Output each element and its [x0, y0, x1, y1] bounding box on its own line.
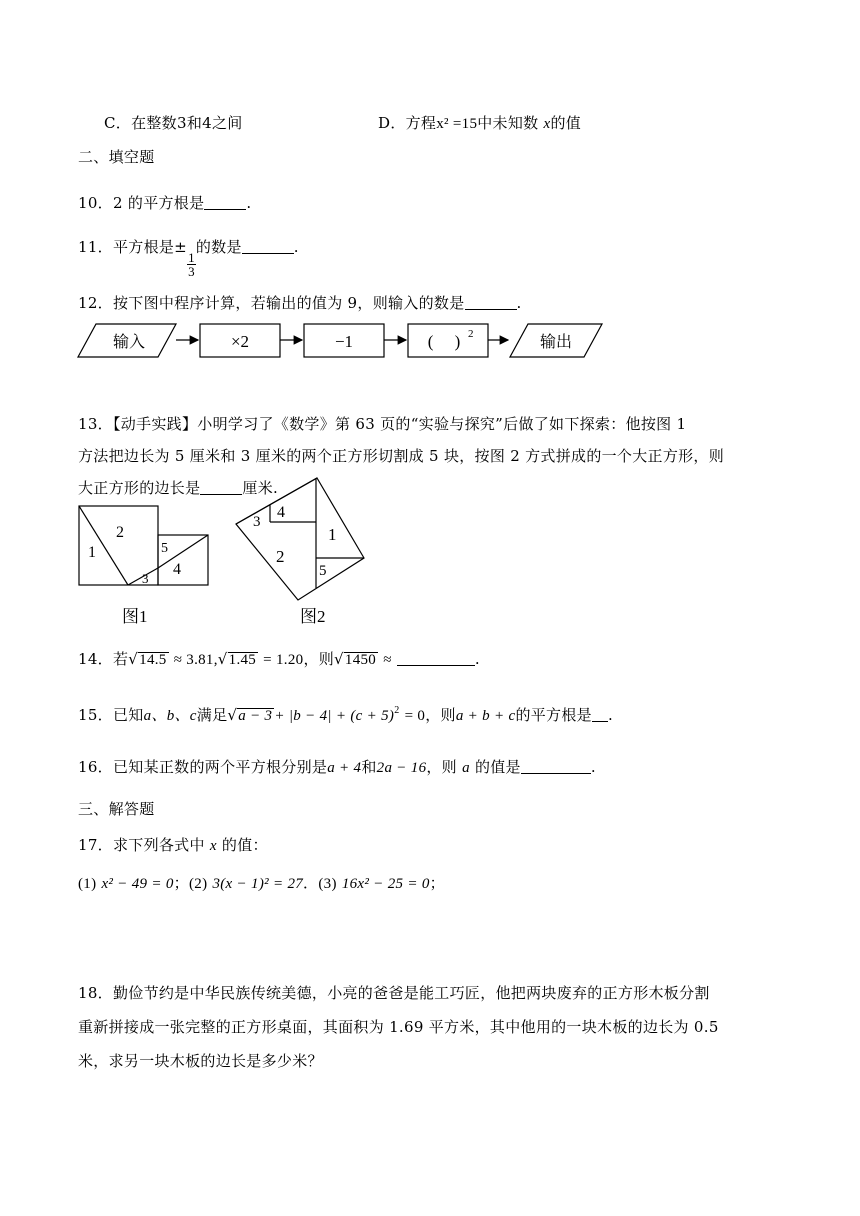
section-title-solve: 三、解答题 [78, 800, 155, 818]
answer-blank[interactable] [465, 295, 517, 310]
svg-text:1: 1 [328, 525, 337, 544]
figure-1 [76, 504, 212, 628]
answer-blank[interactable] [521, 759, 591, 774]
question-15: 15．已知a、b、c满足$√a - 3 + |b - 4| + (c + 5)^2 = 0$，则a + b + c的平方根是 . [78, 705, 614, 724]
svg-text:4: 4 [173, 561, 181, 578]
svg-text:5: 5 [161, 541, 168, 556]
equation-2: 3(x − 1)² = 27 [212, 876, 304, 892]
question-13: 13．【动手实践】小明学习了《数学》第 63 页的“实验与探究”后做了如下探索：他按图 1 方法把边长为 5 厘米和 3 厘米的两个正方形切割成 5 块，按图 2 方式拼成的一个大正方形，则 大正方形的边长是 厘米. [78, 415, 725, 497]
svg-text:输出: 输出 [539, 334, 573, 351]
svg-text:( ): ( ) [427, 332, 461, 351]
program-flowchart [74, 320, 614, 364]
svg-text:2: 2 [468, 328, 474, 340]
question-18: 18．勤俭节约是中华民族传统美德，小亮的爸爸是能工巧匠，他把两块废弃的正方形木板分割 重新拼接成一张完整的正方形桌面，其面积为 1.69 平方米，其中他用的一块木板的边长为 0.5 米，求另一块木板的边长是多少米？ [78, 984, 719, 1070]
answer-blank[interactable] [242, 239, 294, 254]
figure-2 [232, 474, 372, 630]
flow-output-box [510, 324, 602, 357]
svg-text:2: 2 [276, 547, 285, 566]
figure-1-caption: 图1 [122, 607, 148, 626]
question-17: 17．求下列各式中 x 的值： [78, 836, 268, 854]
q9-option-c [104, 112, 243, 133]
svg-text:−1: −1 [334, 332, 354, 351]
question-16: 16．已知某正数的两个平方根分别是a + 4和2a − 16，则 a 的值是 . [78, 758, 596, 776]
q9-equation: x² =15 [436, 116, 478, 132]
question-12: 12．按下图中程序计算，若输出的值为 9，则输入的数是 . [78, 294, 522, 312]
svg-text:3: 3 [253, 514, 261, 530]
flow-square-box [408, 324, 488, 357]
svg-text:5: 5 [319, 563, 327, 579]
section-title-fill-blank: 二、填空题 [78, 148, 155, 166]
answer-blank[interactable] [397, 651, 475, 666]
equation-1: x² − 49 = 0 [101, 876, 174, 892]
answer-blank[interactable] [592, 707, 608, 722]
fraction-one-third: $\frac{1}{3}$ [188, 250, 195, 279]
svg-text:输入: 输入 [112, 334, 146, 351]
q9-option-c-text: C．在整数3和4之间 [104, 114, 243, 132]
answer-blank[interactable] [204, 195, 246, 210]
flow-times-two-box [200, 324, 280, 357]
flow-input-box [78, 324, 176, 357]
question-14: 14．若√14.5 ≈ 3.81,√1.45 = 1.20，则√1450 ≈ . [78, 650, 480, 668]
question-17-parts: (1) x² − 49 = 0；(2) 3(x − 1)² = 27．(3) 16x² − 25 = 0； [78, 874, 445, 892]
question-10: 10．2 的平方根是 . [78, 194, 252, 212]
svg-text:3: 3 [142, 571, 149, 586]
svg-text:1: 1 [88, 544, 96, 561]
question-11: 11．平方根是± $\frac{1}{3}$ 的数是 . [78, 238, 299, 279]
svg-text:2: 2 [116, 524, 124, 541]
q9-option-d: D．方程x² =15中未知数 x的值 [378, 114, 582, 132]
svg-text:4: 4 [277, 504, 285, 521]
flow-minus-one-box [304, 324, 384, 357]
figure-2-caption: 图2 [300, 607, 326, 626]
svg-text:×2: ×2 [230, 332, 250, 351]
equation-3: 16x² − 25 = 0 [341, 876, 430, 892]
